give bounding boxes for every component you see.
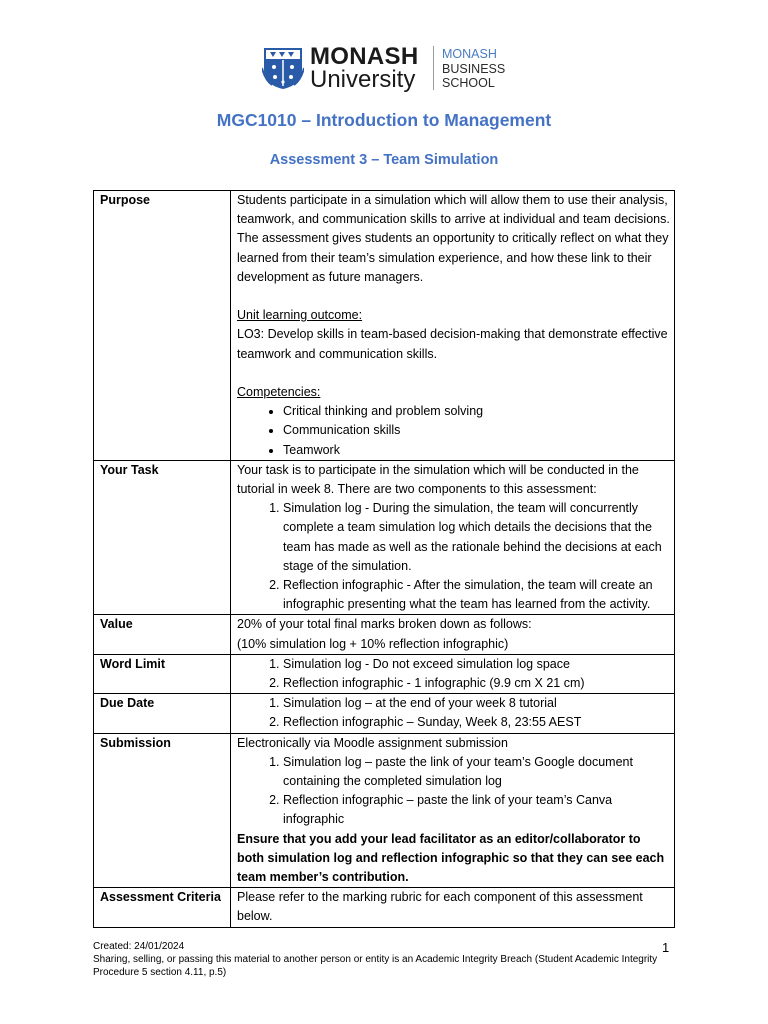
assessment-info-table bbox=[93, 190, 675, 928]
word-limit-list bbox=[237, 655, 670, 693]
school-name-line3: SCHOOL bbox=[442, 76, 495, 90]
purpose-row bbox=[94, 191, 675, 461]
row-label: Value bbox=[94, 615, 231, 654]
criteria-cell: Please refer to the marking rubric for each component of this assessment below. bbox=[231, 888, 675, 927]
footer bbox=[93, 940, 668, 979]
list-item: 1. Simulation log – at the end of your week 8 tutorial bbox=[283, 694, 670, 713]
submission-note: Ensure that you add your lead facilitator as an editor/collaborator to both simulation log and reflection infographic so that they can see each team member’s contribution. bbox=[237, 831, 665, 885]
list-item: 2. Reflection infographic – Sunday, Week 8, 23:55 AEST bbox=[283, 713, 670, 732]
submission-intro: Electronically via Moodle assignment submission bbox=[237, 735, 508, 750]
due-date-list bbox=[237, 694, 670, 732]
outcome-text: LO3: Develop skills in team-based decision-making that demonstrate effective teamwork and communication skills. bbox=[237, 327, 668, 361]
list-item: • Teamwork bbox=[283, 441, 670, 460]
row-label: Your Task bbox=[94, 460, 231, 615]
page-number: 1 bbox=[662, 940, 670, 955]
integrity-notice: Sharing, selling, or passing this material to another person or entity is an Academic Integrity Breach (Student Academic Integrity Procedure 5 section 4.11, p.5) bbox=[93, 954, 658, 978]
word-limit-row bbox=[94, 654, 675, 693]
submission-row bbox=[94, 733, 675, 888]
value-cell bbox=[231, 615, 675, 654]
school-name-line1: MONASH bbox=[442, 47, 497, 61]
word-limit-cell bbox=[231, 654, 675, 693]
task-cell bbox=[231, 460, 675, 615]
due-date-cell bbox=[231, 694, 675, 733]
due-date-row bbox=[94, 694, 675, 733]
purpose-text: Students participate in a simulation which will allow them to use their analysis, teamwork, and communication skills to arrive at individual and team decisions. The assessment gives students an opportunity to critically reflect on what they learned from their team’s simulation experience, and how these link to their development as future managers. bbox=[237, 193, 670, 284]
submission-cell bbox=[231, 733, 675, 888]
row-label: Purpose bbox=[94, 191, 231, 461]
value-row bbox=[94, 615, 675, 654]
school-name bbox=[442, 47, 505, 91]
value-line2: (10% simulation log + 10% reflection infographic) bbox=[237, 636, 509, 651]
value-line1: 20% of your total final marks broken down as follows: bbox=[237, 617, 532, 632]
document-subtitle: Assessment 3 – Team Simulation bbox=[269, 152, 499, 168]
list-item: • Critical thinking and problem solving bbox=[283, 402, 670, 421]
list-item: 1. Simulation log - During the simulation, the team will concurrently complete a team simulation log which details the decisions that the team has made as well as the rationale behind the decisions at each stage of the simulation. bbox=[283, 499, 670, 576]
list-item: 2. Reflection infographic - 1 infographic (9.9 cm X 21 cm) bbox=[283, 674, 670, 693]
competencies-heading: Competencies: bbox=[237, 385, 321, 399]
task-list bbox=[237, 499, 670, 614]
outcome-heading: Unit learning outcome: bbox=[237, 308, 363, 323]
competencies-list bbox=[237, 402, 670, 460]
university-name: MONASH bbox=[310, 43, 419, 70]
created-date: Created: 24/01/2024 bbox=[93, 941, 185, 952]
school-name-line2: BUSINESS bbox=[442, 61, 506, 76]
submission-list bbox=[237, 753, 670, 830]
purpose-cell bbox=[231, 191, 675, 461]
monash-logo bbox=[262, 43, 506, 94]
list-item: 2. Reflection infographic – paste the link of your team’s Canva infographic bbox=[283, 791, 670, 829]
list-item: 1. Simulation log – paste the link of your team’s Google document containing the completed simulation log bbox=[283, 753, 670, 791]
logo-divider bbox=[433, 46, 434, 90]
row-label: Assessment Criteria bbox=[94, 888, 231, 927]
criteria-row bbox=[94, 888, 675, 927]
list-item: 1. Simulation log - Do not exceed simulation log space bbox=[283, 655, 670, 674]
list-item: • Communication skills bbox=[283, 421, 670, 440]
row-label: Due Date bbox=[94, 694, 231, 733]
document-title: MGC1010 – Introduction to Management bbox=[216, 110, 552, 130]
task-row bbox=[94, 460, 675, 615]
row-label: Submission bbox=[94, 733, 231, 888]
list-item: 2. Reflection infographic - After the simulation, the team will create an infographic presenting what the team has learned from the activity. bbox=[283, 576, 670, 614]
monash-crest-icon bbox=[262, 46, 304, 90]
university-word: University bbox=[310, 66, 416, 93]
task-intro: Your task is to participate in the simulation which will be conducted in the tutorial in week 8. There are two components to this assessment: bbox=[237, 462, 639, 497]
row-label: Word Limit bbox=[94, 654, 231, 693]
